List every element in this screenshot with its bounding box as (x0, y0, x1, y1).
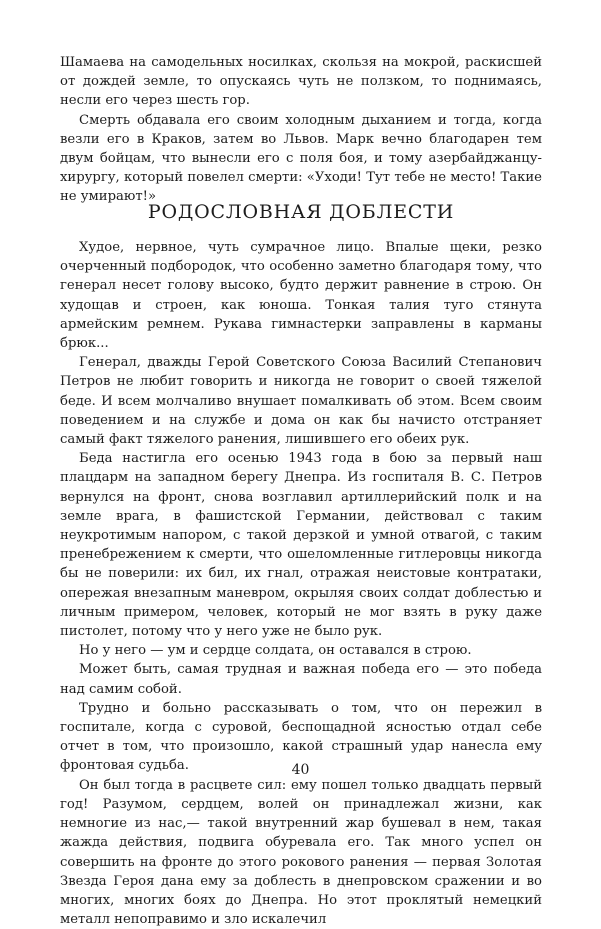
paragraph: Генерал, дважды Герой Советского Союза Василий Степанович Петров не любит говорить и никогда не говорит о своей тяжелой беде. И всем молчаливо внушает помалкивать об этом. Всем своим поведением и на службе и дома он как бы начисто отстраняет самый факт тяжелого ранения, лишившего его обеих рук. (60, 355, 542, 448)
chapter-body (60, 238, 542, 929)
paragraph: Но у него — ум и сердце солдата, он оставался в строю. (79, 643, 472, 659)
continuation-text (60, 53, 542, 207)
paragraph: Трудно и больно рассказывать о том, что он пережил в госпитале, когда с суровой, беспощадной ясностью отдал себе отчет в том, что произошло, какой страшный удар нанесла ему фронтовая судьба. (60, 700, 542, 774)
page-number: 40 (291, 762, 310, 778)
paragraph: Он был тогда в расцвете сил: ему пошел только двадцать первый год! Разумом, сердцем, волей он принадлежал жизни, как немногие из нас,— такой внутренний жар бушевал в нем, такая жажда действия, подвига обуревала его. Так много успел он совершить на фронте до этого рокового ранения — первая Золотая Звезда Героя дана ему за доблесть в днепровском сражении и во многих, многих боях до Днепра. Но этот проклятый немецкий металл непоправимо и зло искалечил (60, 777, 542, 928)
chapter-title: РОДОСЛОВНАЯ ДОБЛЕСТИ (147, 201, 455, 223)
paragraph: Смерть обдавала его своим холодным дыханием и тогда, когда везли его в Краков, затем во Львов. Марк вечно благодарен тем двум бойцам, что вынесли его с поля боя, и тому азербайджанцу-хирургу, который повелел смерти: «Уходи! Тут тебе не место! Такие не умирают!» (60, 112, 542, 205)
paragraph: Шамаева на самодельных носилках, скользя на мокрой, раскисшей от дождей земле, то опускаясь чуть не ползком, то поднимаясь, несли его через шесть гор. (60, 55, 542, 109)
paragraph: Худое, нервное, чуть сумрачное лицо. Впалые щеки, резко очерченный подбородок, что особенно заметно благодаря тому, что генерал несет голову высоко, будто держит равнение в строю. Он худощав и строен, как юноша. Тонкая талия туго стянута армейским ремнем. Рукава гимнастерки заправлены в карманы брюк... (60, 240, 542, 352)
paragraph: Может быть, самая трудная и важная победа его — это победа над самим собой. (60, 662, 542, 697)
paragraph: Беда настигла его осенью 1943 года в бою за первый наш плацдарм на западном берегу Днепра. Из госпиталя В. С. Петров вернулся на фронт, снова возглавил артиллерийский полк и на земле врага, в фашистской Германии, действовал с таким неукротимым напором, с такой дерзкой и умной отвагой, с таким пренебрежением к смерти, что ошеломленные гитлеровцы никогда бы не поверили: их бил, их гнал, отражая неистовые контратаки, опережая внезапным маневром, окрыляя своих солдат доблестью и личным примером, человек, который не мог взять в руку даже пистолет, потому что у него уже не было рук. (60, 451, 542, 640)
